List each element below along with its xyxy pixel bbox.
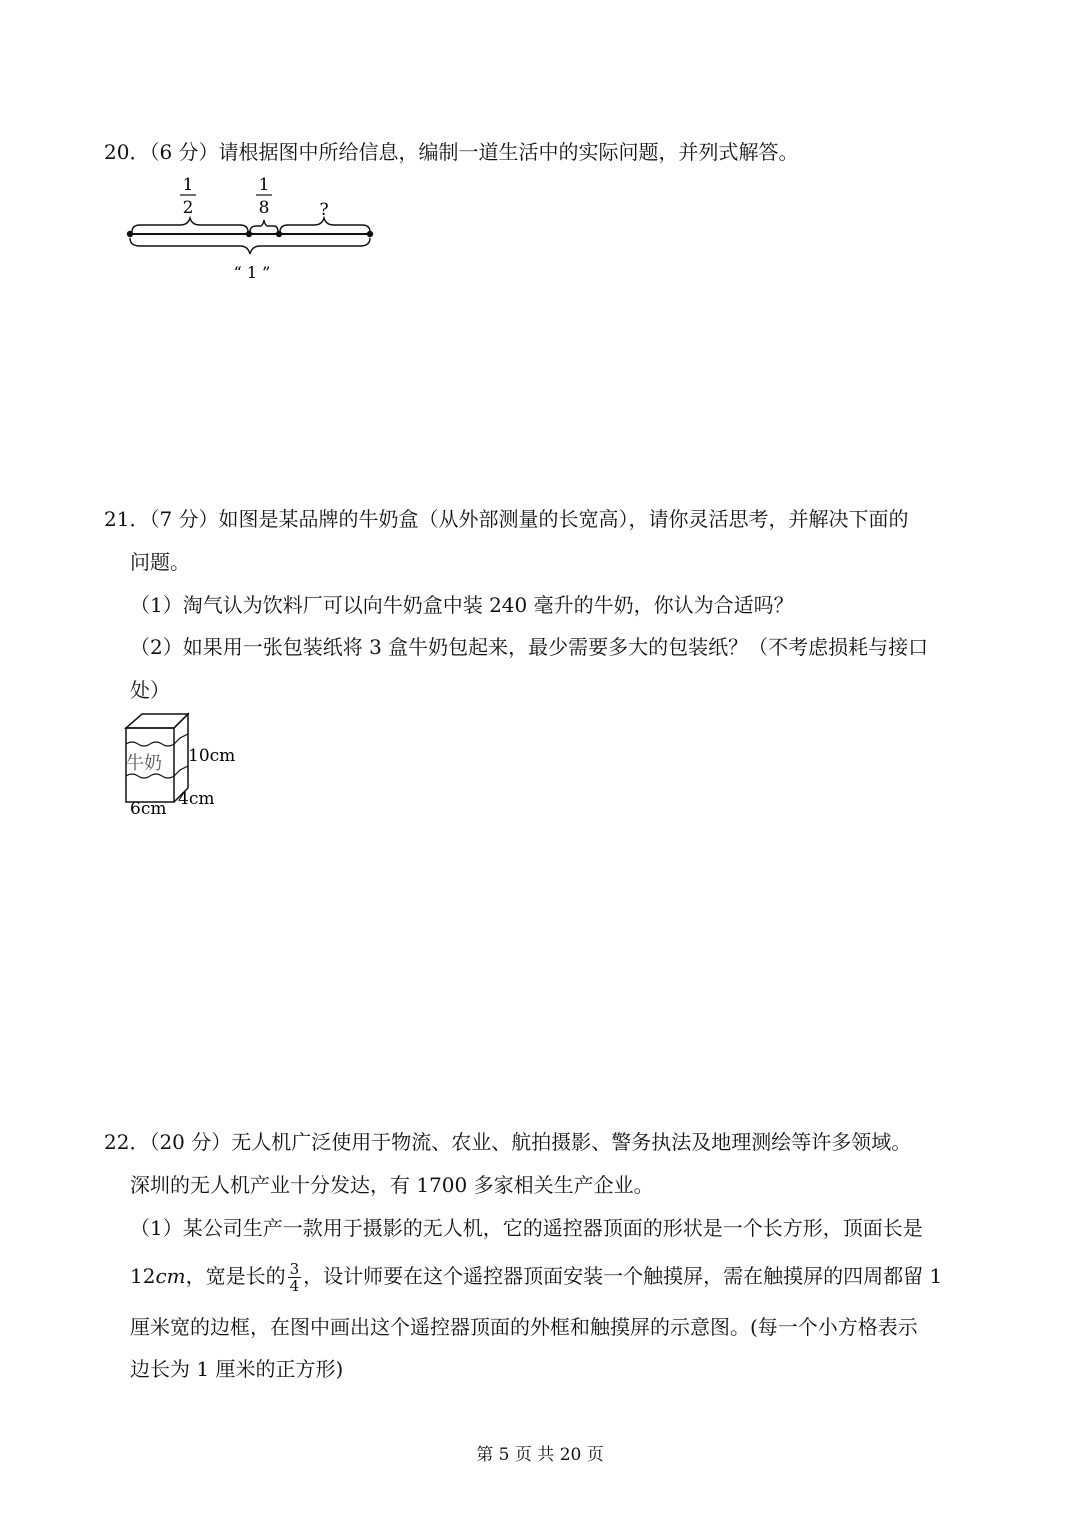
q22-fraction [288,1261,302,1294]
q20-brace-unknown [280,218,370,232]
q22-frac-num: 3 [289,1260,300,1278]
q22-text-line1: 22．（20 分）无人机广泛使用于物流、农业、航拍摄影、警务执法及地理测绘等许多领域。 [104,1130,912,1154]
q20-text: 20．（6 分）请根据图中所给信息，编制一道生活中的实际问题，并列式解答。 [104,140,799,164]
q22-length-unit: cm [155,1264,186,1288]
q22-text-touchscreen: ，设计师要在这个遥控器顶面安装一个触摸屏，需在触摸屏的四周都留 1 [303,1264,943,1288]
q21-milk-box-figure [122,710,252,820]
q20-brace-whole [130,238,370,254]
q21-height-label: 10cm [188,746,236,766]
q20-frac1-num: 1 [182,175,194,195]
q20-question-mark: ? [319,200,329,220]
q22-text-line2: 深圳的无人机产业十分发达，有 1700 多家相关生产企业。 [130,1173,654,1197]
q22-sub1-line2 [130,1261,942,1294]
q20-segment-diagram [118,170,398,290]
page-footer: 第 5 页 共 20 页 [476,1445,604,1465]
q20-brace-half [132,218,248,232]
q21-box-text: 牛奶 [126,753,162,774]
q20-whole-label: “ 1 ” [233,263,271,282]
q21-sub1: （1）淘气认为饮料厂可以向牛奶盒中装 240 毫升的牛奶，你认为合适吗？ [130,593,794,617]
q22-frac-den: 4 [289,1277,300,1295]
q22-sub1-line3: 厘米宽的边框，在图中画出这个遥控器顶面的外框和触摸屏的示意图。(每一个小方格表示 [130,1315,918,1339]
q21-text-line2: 问题。 [130,550,190,574]
q22-sub1-line1: （1）某公司生产一款用于摄影的无人机，它的遥控器顶面的形状是一个长方形，顶面长是 [130,1216,923,1240]
q21-text-line1: 21．（7 分）如图是某品牌的牛奶盒（从外部测量的长宽高），请你灵活思考，并解决下面的 [104,507,909,531]
q20-brace-eighth [250,220,278,232]
q20-frac2-den: 8 [258,198,270,218]
q22-text-width-of-length: ，宽是长的 [185,1264,286,1288]
q21-sub2-line1: （2）如果用一张包装纸将 3 盒牛奶包起来，最少需要多大的包装纸？（不考虑损耗与接口 [130,635,929,659]
q20-frac2-num: 1 [258,175,270,195]
q20-frac1-den: 2 [182,198,194,218]
q21-width-label: 4cm [178,789,215,809]
q22-length-value: 12 [130,1264,156,1288]
q22-sub1-line4: 边长为 1 厘米的正方形) [130,1357,344,1381]
q21-length-label: 6cm [130,799,167,819]
q21-sub2-line2: 处） [130,678,170,702]
